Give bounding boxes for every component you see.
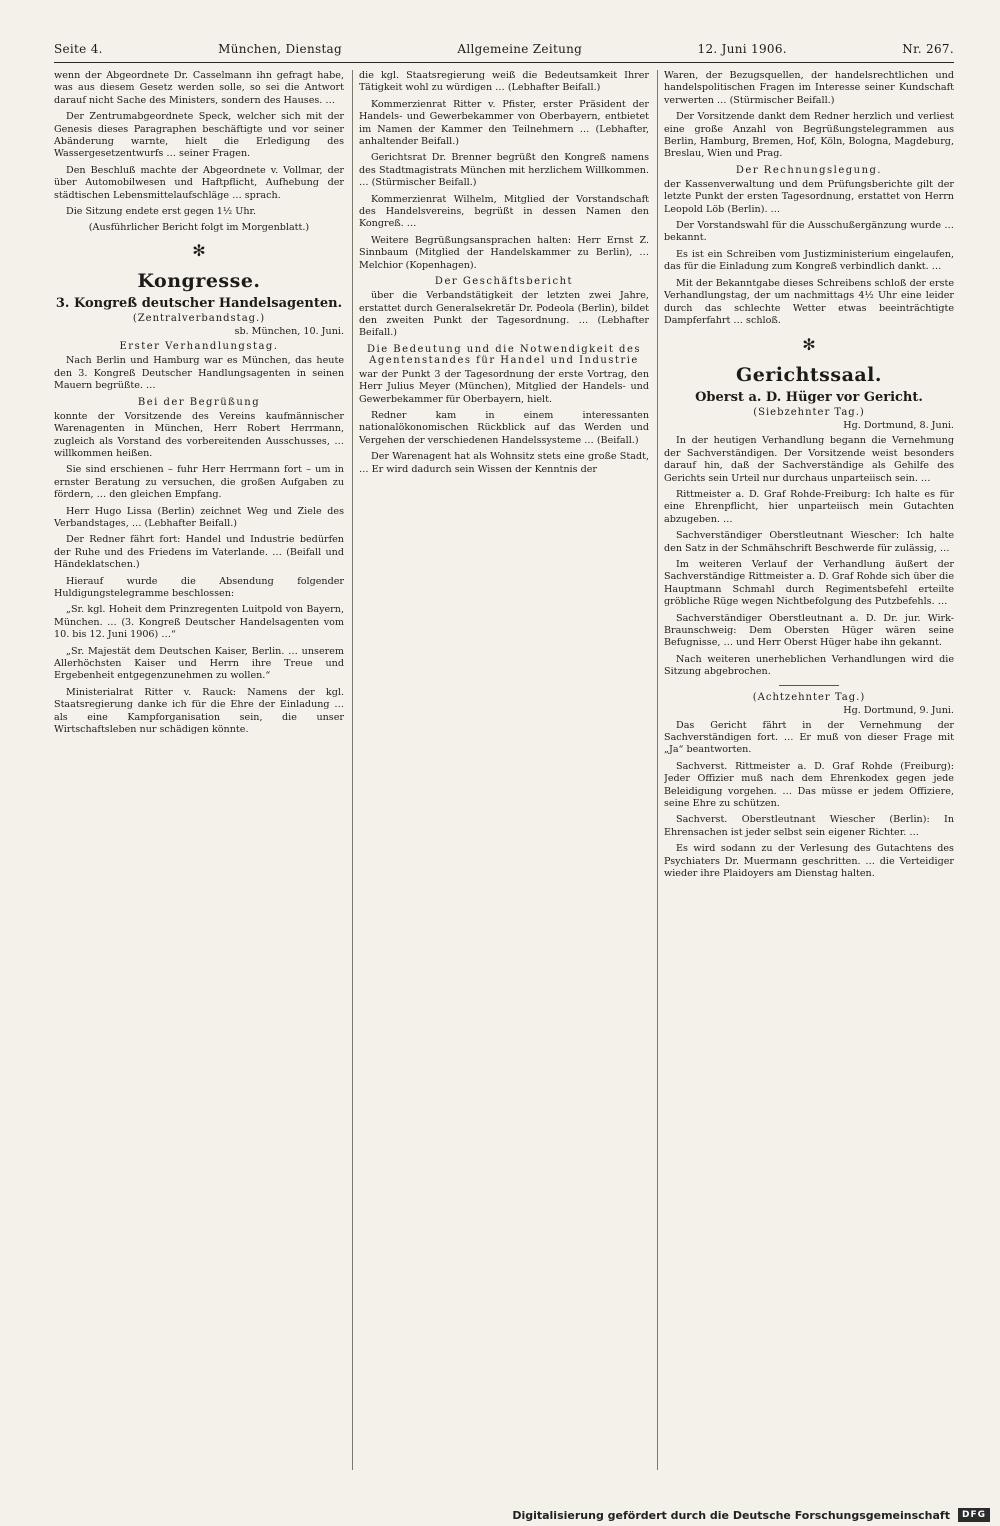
paragraph: Rittmeister a. D. Graf Rohde-Freiburg: Ich halte es für eine Ehrenpflicht, hier unparteiisch mein Gutachten abzugeben. … [664, 488, 954, 525]
dateline: Hg. Dortmund, 8. Juni. [843, 420, 954, 432]
dfg-logo-icon: DFG [958, 1508, 990, 1522]
article-subtitle: (Zentralverbandstag.) [132, 313, 266, 325]
section-heading: Gerichtssaal. [735, 364, 883, 387]
paragraph: Sie sind erschienen – fuhr Herr Herrmann fort – um in ernster Beratung zu versuchen, die großen Aufgaben zu fördern, … den gleichen Empfang. [54, 464, 344, 501]
column-2 [359, 70, 649, 1470]
divider [779, 685, 839, 686]
paragraph: Es wird sodann zu der Verlesung des Gutachtens des Psychiaters Dr. Muermann geschritten. … die Verteidiger wieder ihre Plaidoyers am Dienstag halten. [664, 843, 954, 880]
paragraph: Der Redner fährt fort: Handel und Industrie bedürfen der Ruhe und des Friedens im Vaterlande. … (Beifall und Händeklatschen.) [54, 534, 344, 571]
paragraph: Kommerzienrat Ritter v. Pfister, erster Präsident der Handels- und Gewerbekammer von Oberbayern, entbietet im Namen der Kammer den Teilnehmern … (Lebhafter, anhaltender Beifall.) [359, 98, 649, 148]
paragraph: Sachverst. Oberstleutnant Wiescher (Berlin): In Ehrensachen ist jeder selbst sein eigener Richter. … [664, 814, 954, 838]
report-note: (Ausführlicher Bericht folgt im Morgenblatt.) [88, 222, 310, 234]
header-rule [54, 62, 954, 63]
column-3 [664, 70, 954, 1470]
article-title: Oberst a. D. Hüger vor Gericht. [695, 390, 923, 406]
digitization-credit [512, 1508, 990, 1522]
paragraph: Ministerialrat Ritter v. Rauck: Namens der kgl. Staatsregierung danke ich für die Ehre der Einladung … als eine Kampforganisation sein, die unser Wirtschaftsleben nur schädigen könnte. [54, 686, 344, 736]
paragraph: war der Punkt 3 der Tagesordnung der erste Vortrag, den Herr Julius Meyer (München), Mitglied der Handels- und Gewerbekammer für Oberbayern, hielt. [359, 368, 649, 405]
article-subtitle: (Achtzehnter Tag.) [752, 691, 866, 703]
article-subtitle: (Siebzehnter Tag.) [753, 407, 865, 419]
asterisk-ornament: ✻ [192, 241, 206, 261]
subheading: Bei der Begrüßung [137, 396, 261, 408]
paragraph: Redner kam in einem interessanten nationalökonomischen Rückblick auf das Werden und Vergehen der verschiedenen Handelssysteme … (Beifall.) [359, 409, 649, 446]
section-heading: Kongresse. [137, 270, 261, 293]
newspaper-name: Allgemeine Zeitung [457, 42, 583, 56]
subheading: Die Bedeutung und die Notwendigkeit des Agentenstandes für Handel und Industrie [366, 343, 641, 366]
paragraph: Nach weiteren unerheblichen Verhandlungen wird die Sitzung abgebrochen. [664, 653, 954, 678]
paragraph: Es ist ein Schreiben vom Justizministerium eingelaufen, das für die Einladung zum Kongreß verbindlich dankt. … [664, 248, 954, 273]
issue-number: Nr. 267. [902, 42, 954, 56]
paragraph: Gerichtsrat Dr. Brenner begrüßt den Kongreß namens des Stadtmagistrats München mit herzlichem Willkommen. … (Stürmischer Beifall.) [359, 152, 649, 189]
paragraph: Hierauf wurde die Absendung folgender Huldigungstelegramme beschlossen: [54, 575, 344, 599]
paragraph: wenn der Abgeordnete Dr. Casselmann ihn gefragt habe, was aus diesem Gesetz werden solle, so sei die Antwort darauf nicht Sache des Ministers, sondern des Hauses. … [54, 70, 344, 106]
paragraph: Mit der Bekanntgabe dieses Schreibens schloß der erste Verhandlungstag, der um nachmittags 4½ Uhr eine leider durch das schlechte Wetter etwas beeinträchtigte Dampferfahrt … schloß. [664, 277, 954, 326]
credit-text: Digitalisierung gefördert durch die Deutsche Forschungsgemeinschaft [512, 1508, 950, 1522]
dateline: Hg. Dortmund, 9. Juni. [843, 704, 954, 716]
issue-date: 12. Juni 1906. [697, 42, 787, 56]
paragraph: Der Vorstandswahl für die Ausschußergänzung wurde … bekannt. [664, 220, 954, 244]
paragraph: konnte der Vorsitzende des Vereins kaufmännischer Warenagenten in München, Herr Robert Herrmann, zugleich als Vorstand des vorbereitenden Ausschusses, … willkommen heißen. [54, 410, 344, 459]
telegram-text: „Sr. Majestät dem Deutschen Kaiser, Berlin. … unserem Allerhöchsten Kaiser und Herrn ihre Treue und Ergebenheit entgegenzunehmen zu wollen.“ [54, 645, 344, 682]
column-divider [352, 70, 353, 1470]
page-number: Seite 4. [54, 42, 103, 56]
paragraph: Waren, der Bezugsquellen, der handelsrechtlichen und handelspolitischen Fragen im Interesse seiner Kundschaft verwerten … (Stürmischer Beifall.) [664, 70, 954, 106]
paragraph: Kommerzienrat Wilhelm, Mitglied der Vorstandschaft des Handelsvereins, begrüßt in dessen Namen den Kongreß. … [359, 193, 649, 230]
article-title: 3. Kongreß deutscher Handelsagenten. [55, 296, 343, 312]
paragraph: Den Beschluß machte der Abgeordnete v. Vollmar, der über Automobilwesen und Haftpflicht, Aufhebung der städtischen Lebensmittelaufschläge … sprach. [54, 164, 344, 201]
paragraph: Der Zentrumabgeordnete Speck, welcher sich mit der Genesis dieses Paragraphen beschäftigte und vor seiner Abänderung warnte, hielt die Erledigung des Wassergesetzentwurfs … seiner Fragen. [54, 111, 344, 160]
column-1 [54, 70, 344, 1470]
paragraph: Sachverständiger Oberstleutnant a. D. Dr. jur. Wirk-Braunschweig: Dem Obersten Hüger wären seine Befugnisse, … und Herr Oberst Hüger habe ihn gekannt. [664, 612, 954, 649]
paragraph: Sachverständiger Oberstleutnant Wiescher: Ich halte den Satz in der Schmähschrift Beschwerde für zulässig, … [664, 530, 954, 554]
paragraph: Der Warenagent hat als Wohnsitz stets eine große Stadt, … Er wird dadurch sein Wissen der Kenntnis der [359, 451, 649, 475]
paragraph: Die Sitzung endete erst gegen 1½ Uhr. [66, 206, 257, 218]
paragraph: über die Verbandstätigkeit der letzten zwei Jahre, erstattet durch Generalsekretär Dr. Podeola (Berlin), bildet den zweiten Punkt der Tagesordnung. … (Lebhafter Beifall.) [359, 290, 649, 339]
paragraph: Im weiteren Verlauf der Verhandlung äußert der Sachverständige Rittmeister a. D. Graf Rohde sich über die Hauptmann Schmahl durch Regimentsbefehl erteilte gröbliche Rüge wegen Nichtbefolgung des Putzbefehls. … [664, 558, 954, 608]
subheading: Erster Verhandlungstag. [119, 341, 279, 353]
paragraph: Der Vorsitzende dankt dem Redner herzlich und verliest eine große Anzahl von Begrüßungstelegrammen aus Berlin, Hamburg, Bremen, Hof, Köln, Bologna, Magdeburg, Breslau, Wien und Prag. [664, 111, 954, 160]
telegram-text: „Sr. kgl. Hoheit dem Prinzregenten Luitpold von Bayern, München. … (3. Kongreß Deutscher Handelsagenten vom 10. bis 12. Juni 1906) …“ [54, 604, 344, 641]
paragraph: In der heutigen Verhandlung begann die Vernehmung der Sachverständigen. Der Vorsitzende weist besonders darauf hin, daß der Sachverständige als Gehilfe des Gerichts sein Urteil nur durchaus unparteiisch sein. … [664, 435, 954, 484]
column-divider [657, 70, 658, 1470]
paragraph: Nach Berlin und Hamburg war es München, das heute den 3. Kongreß Deutscher Handlungsagenten in seinen Mauern begrüßte. … [54, 355, 344, 392]
paragraph: Sachverst. Rittmeister a. D. Graf Rohde (Freiburg): Jeder Offizier muß nach dem Ehrenkodex gegen jede Beleidigung vorgehen. … Das müsse er jedem Offiziere, seine Ehre zu schützen. [664, 760, 954, 810]
dateline: sb. München, 10. Juni. [234, 326, 344, 338]
subheading: Der Geschäftsbericht [434, 276, 574, 288]
place-day: München, Dienstag [218, 42, 342, 56]
subheading: Der Rechnungslegung. [735, 164, 883, 176]
page-header [54, 36, 954, 62]
paragraph: Herr Hugo Lissa (Berlin) zeichnet Weg und Ziele des Verbandstages, … (Lebhafter Beifall.) [54, 505, 344, 529]
asterisk-ornament: ✻ [802, 335, 816, 355]
paragraph: Weitere Begrüßungsansprachen halten: Herr Ernst Z. Sinnbaum (Mitglied der Handelskammer zu Berlin), … Melchior (Kopenhagen). [359, 234, 649, 271]
paragraph: der Kassenverwaltung und dem Prüfungsberichte gilt der letzte Punkt der ersten Tagesordnung, erstattet von Herrn Leopold Löb (Berlin). … [664, 178, 954, 215]
newspaper-page [54, 36, 954, 1476]
paragraph: die kgl. Staatsregierung weiß die Bedeutsamkeit Ihrer Tätigkeit wohl zu würdigen … (Lebhafter Beifall.) [359, 70, 649, 94]
paragraph: Das Gericht fährt in der Vernehmung der Sachverständigen fort. … Er muß von dieser Frage mit „Ja“ beantworten. [664, 719, 954, 756]
